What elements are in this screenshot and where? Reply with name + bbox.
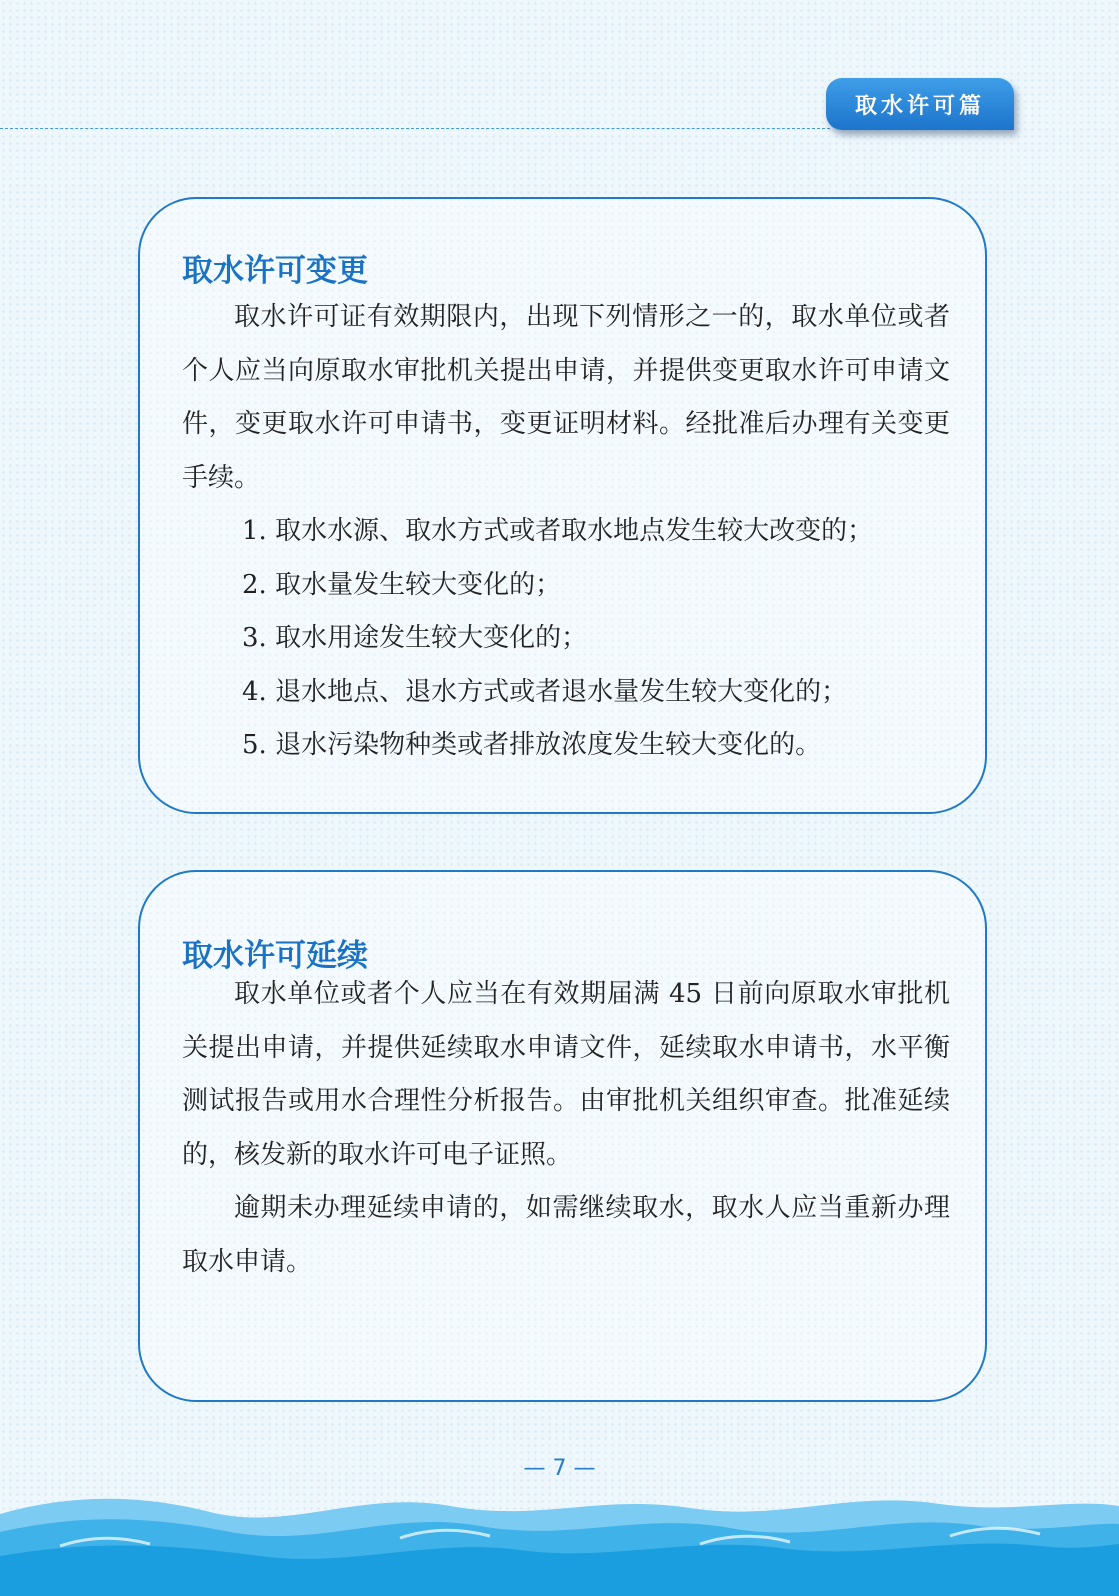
section-card-renewal xyxy=(138,870,987,1402)
list-item: 2. 取水量发生较大变化的； xyxy=(242,569,562,600)
list-item: 3. 取水用途发生较大变化的； xyxy=(242,623,588,653)
section-body xyxy=(182,968,950,1289)
list-item: 1. 取水水源、取水方式或者取水地点发生较大改变的； xyxy=(242,516,874,546)
paragraph: 逾期未办理延续申请的，如需继续取水，取水人应当重新办理取水申请。 xyxy=(182,1193,950,1277)
section-title: 取水许可变更 xyxy=(182,253,368,289)
section-tab: 取水许可篇 xyxy=(826,78,1014,130)
section-title: 取水许可延续 xyxy=(182,938,368,974)
section-card-change xyxy=(138,197,987,814)
paragraph: 取水单位或者个人应当在有效期届满 45 日前向原取水审批机关提出申请，并提供延续取水申请文件，延续取水申请书，水平衡测试报告或用水合理性分析报告。由审批机关组织审查。批准延续的，核发新的取水许可电子证照。 xyxy=(182,979,950,1170)
header-dashed-divider xyxy=(0,128,830,129)
wave-decoration xyxy=(0,1486,1119,1596)
paragraph: 取水许可证有效期限内，出现下列情形之一的，取水单位或者个人应当向原取水审批机关提出申请，并提供变更取水许可申请文件，变更取水许可申请书，变更证明材料。经批准后办理有关变更手续。 xyxy=(182,302,950,493)
page-number: — 7 — xyxy=(523,1456,596,1481)
list-item: 5. 退水污染物种类或者排放浓度发生较大变化的。 xyxy=(242,730,822,760)
list-item: 4. 退水地点、退水方式或者退水量发生较大变化的； xyxy=(242,676,848,707)
section-body xyxy=(182,291,950,773)
